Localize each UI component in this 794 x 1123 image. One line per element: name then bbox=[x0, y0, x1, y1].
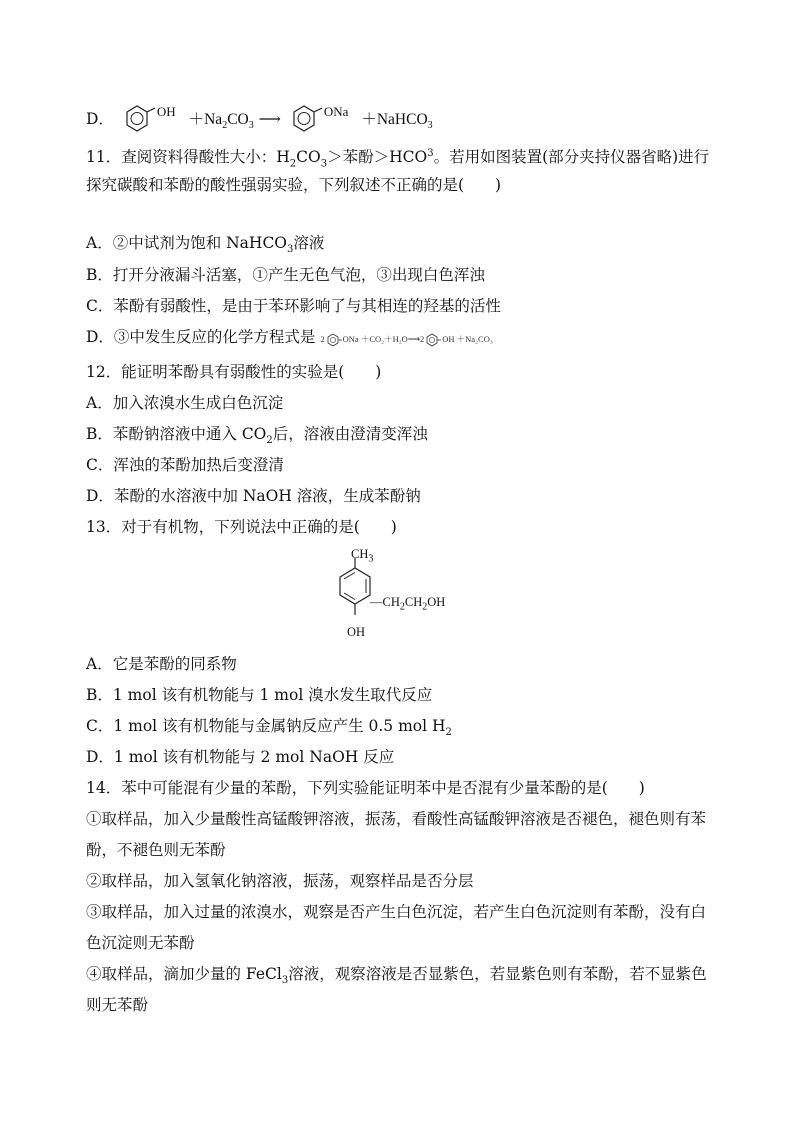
reaction-arrow: ⟶ bbox=[258, 110, 281, 128]
q11-option-a[interactable]: A．②中试剂为饱和 NaHCO$_3$溶液 bbox=[86, 234, 325, 256]
plus-sign: ＋ bbox=[361, 110, 377, 128]
q13-option-b[interactable]: B．1 mol 该有机物能与 1 mol 溴水发生取代反应 bbox=[86, 686, 433, 704]
option-letter: D． bbox=[86, 110, 114, 128]
q12-option-b[interactable]: B．苯酚钠溶液中通入 $CO_2$后，溶液由澄清变浑浊 bbox=[86, 425, 428, 447]
q14-stem: 14．苯中可能混有少量的苯酚，下列实验能证明苯中是否混有少量苯酚的是( ) bbox=[86, 779, 645, 797]
ona-group: ONa bbox=[323, 104, 349, 119]
q14-item2[interactable]: ②取样品，加入氢氧化钠溶液，振荡，观察样品是否分层 bbox=[86, 872, 474, 890]
q13-option-c[interactable]: C．1 mol 该有机物能与金属钠反应产生 0.5 mol $H_2$ bbox=[86, 717, 452, 739]
q14-item1-line1[interactable]: ①取样品，加入少量酸性高锰酸钾溶液，振荡，看酸性高锰酸钾溶液是否褪色，褪色则有苯 bbox=[86, 810, 707, 828]
phenolic-oh: OH bbox=[347, 625, 366, 639]
q14-item4-line1[interactable]: ④取样品，滴加少量的 FeCl$_3$溶液，观察溶液是否显紫色，若显紫色则有苯酚，若不显紫色 bbox=[86, 965, 707, 987]
ethanol-side-chain: $—CH_2CH_2OH$ bbox=[370, 595, 446, 613]
small-equation: 2 ONa ＋CO₂＋H₂O⟶2 OH ＋Na₂CO₃ bbox=[320, 334, 492, 344]
q13-option-d[interactable]: D．1 mol 该有机物能与 2 mol NaOH 反应 bbox=[86, 748, 395, 766]
plus-sign: ＋ bbox=[188, 110, 205, 128]
oh-group: OH bbox=[156, 104, 176, 119]
sodium-carbonate: $Na_2CO_3$ bbox=[204, 111, 254, 132]
q14-item3-line2: 色沉淀则无苯酚 bbox=[86, 934, 195, 952]
q12-option-c[interactable]: C．浑浊的苯酚加热后变澄清 bbox=[86, 456, 284, 474]
q12-option-a[interactable]: A．加入浓溴水生成白色沉淀 bbox=[86, 394, 284, 412]
q11-stem-line2: 探究碳酸和苯酚的酸性强弱实验，下列叙述不正确的是( ) bbox=[86, 176, 502, 194]
q11-option-d[interactable]: D．③中发生反应的化学方程式是 2 ONa ＋CO₂＋H₂O⟶2 OH ＋Na₂CO₃ bbox=[86, 328, 493, 346]
q13-stem: 13．对于有机物，下列说法中正确的是( ) bbox=[86, 518, 397, 536]
sodium-bicarbonate: NaHCO$_3$ bbox=[376, 111, 433, 132]
q11-option-c[interactable]: C．苯酚有弱酸性，是由于苯环影响了与其相连的羟基的活性 bbox=[86, 297, 501, 315]
q11-option-b[interactable]: B．打开分液漏斗活塞，①产生无色气泡，③出现白色浑浊 bbox=[86, 266, 485, 284]
q12-stem: 12．能证明苯酚具有弱酸性的实验是( ) bbox=[86, 363, 382, 381]
q11-stem-line1: 11．查阅资料得酸性大小：$H_2CO_3>$苯酚$>HCO^3$。若用如图装置(部分夹持仪器省略)进行 bbox=[86, 148, 710, 170]
methyl-group: $CH_3$ bbox=[351, 547, 374, 565]
q13-structure bbox=[330, 545, 490, 645]
q10-option-d[interactable] bbox=[86, 103, 433, 133]
q14-item4-line2: 则无苯酚 bbox=[86, 996, 149, 1014]
q14-item1-line2: 酚，不褪色则无苯酚 bbox=[86, 841, 226, 859]
q12-option-d[interactable]: D．苯酚的水溶液中加 NaOH 溶液，生成苯酚钠 bbox=[86, 487, 421, 505]
q14-item3-line1[interactable]: ③取样品，加入过量的浓溴水，观察是否产生白色沉淀，若产生白色沉淀则有苯酚，没有白 bbox=[86, 903, 707, 921]
q13-option-a[interactable]: A．它是苯酚的同系物 bbox=[86, 655, 237, 673]
